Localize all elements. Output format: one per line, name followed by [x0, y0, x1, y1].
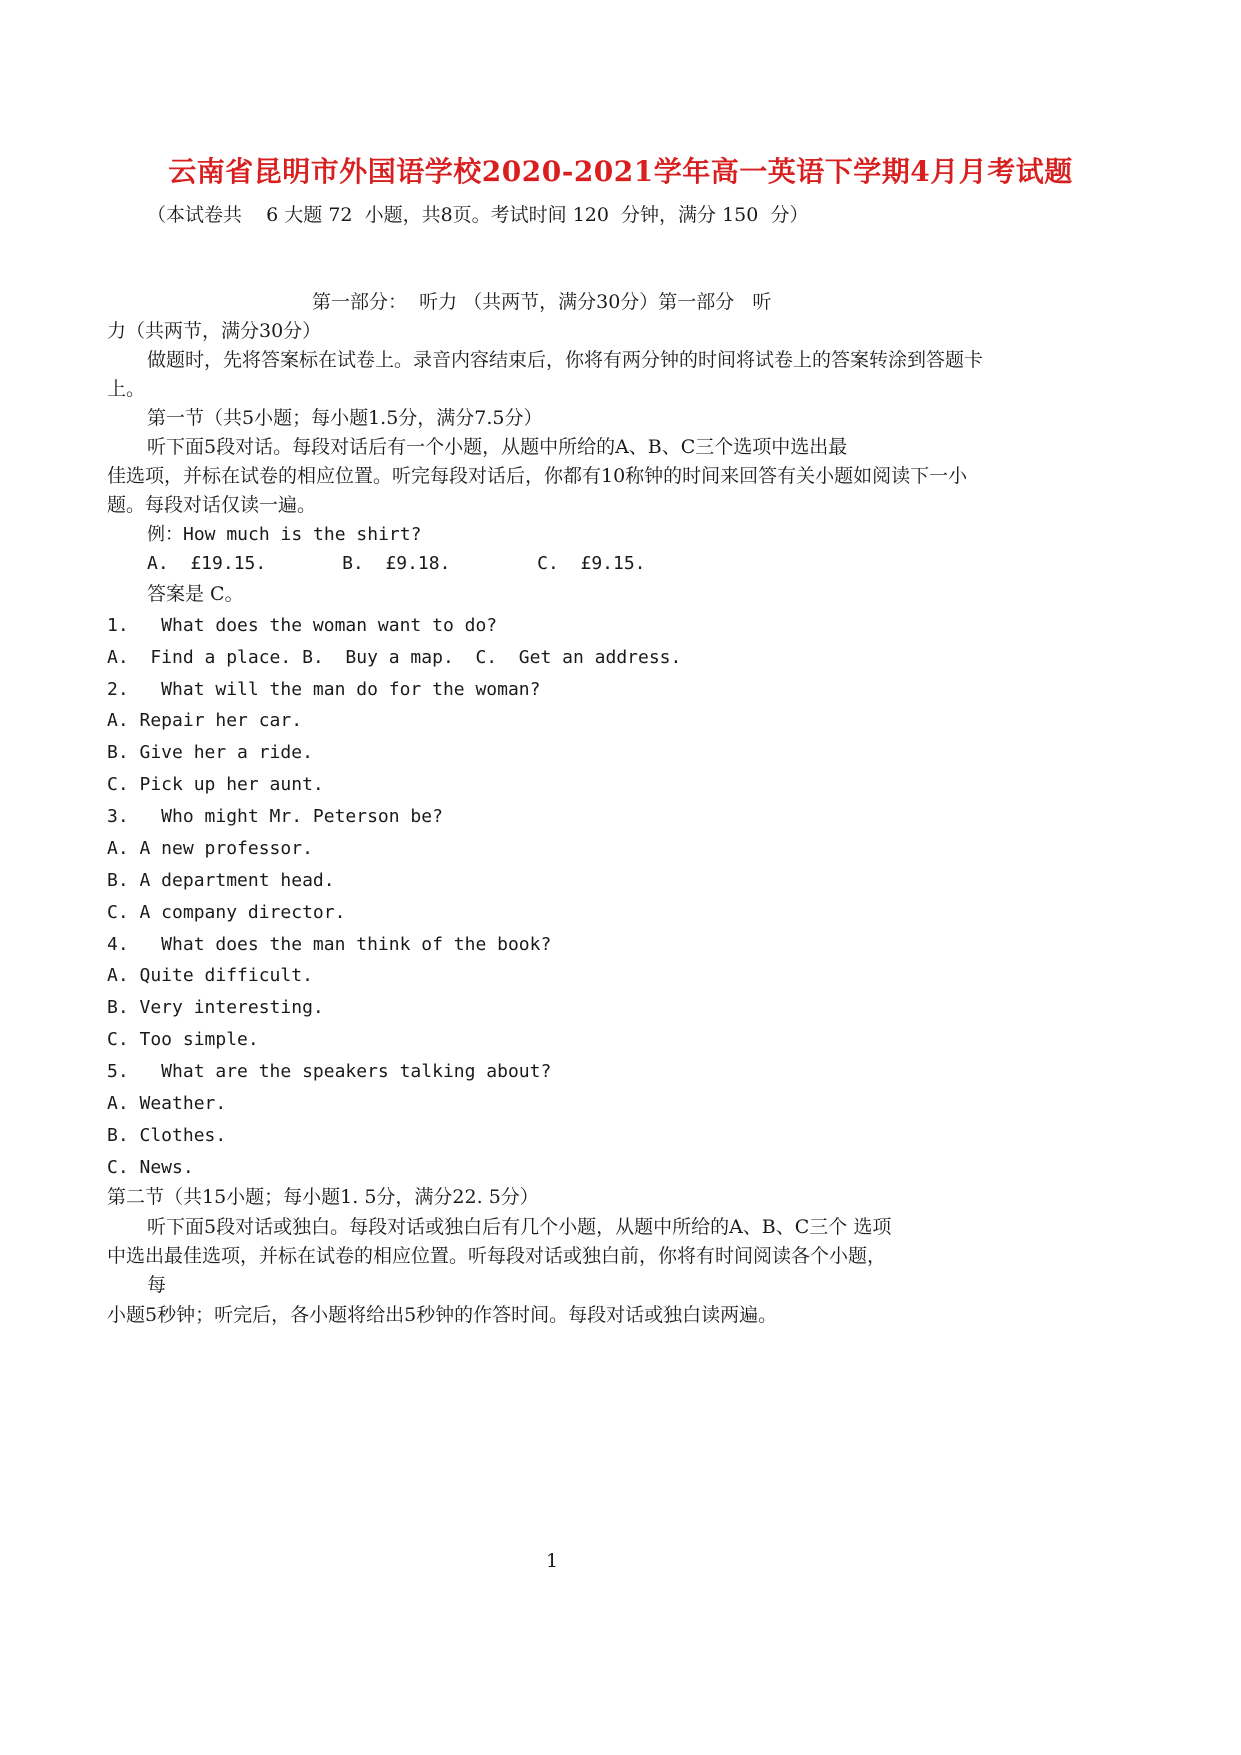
question-5: 5. What are the speakers talking about?: [107, 1061, 552, 1082]
question-1: 1. What does the woman want to do?: [107, 615, 498, 636]
exam-info: （本试卷共 6 大题 72 小题，共8页。考试时间 120 分钟，满分 150 分）: [147, 204, 809, 226]
part1-heading-continued: 力（共两节，满分30分）: [107, 320, 322, 342]
question-4-option-a: A. Quite difficult.: [107, 965, 313, 986]
question-3: 3. Who might Mr. Peterson be?: [107, 806, 443, 827]
section1-heading: 第一节（共5小题；每小题1.5分，满分7.5分）: [147, 407, 543, 429]
section1-instructions: 佳选项，并标在试卷的相应位置。听完每段对话后，你都有10称钟的时间来回答有关小题如阅读下一小: [107, 465, 968, 487]
question-2: 2. What will the man do for the woman?: [107, 679, 541, 700]
document-title: 云南省昆明市外国语学校2020-2021学年高一英语下学期4月月考试题: [168, 155, 1073, 188]
example-answer: 答案是 C。: [147, 583, 244, 605]
question-4: 4. What does the man think of the book?: [107, 934, 552, 955]
question-3-option-c: C. A company director.: [107, 902, 346, 923]
example-options: A. £19.15. B. £9.18. C. £9.15.: [147, 553, 646, 574]
section2-instructions: 中选出最佳选项，并标在试卷的相应位置。听每段对话或独白前，你将有时间阅读各个小题，: [107, 1245, 887, 1267]
instructions-line: 做题时，先将答案标在试卷上。录音内容结束后，你将有两分钟的时间将试卷上的答案转涂到答题卡: [147, 349, 984, 371]
instructions-line: 上。: [107, 378, 146, 400]
question-5-option-c: C. News.: [107, 1157, 194, 1178]
question-4-option-c: C. Too simple.: [107, 1029, 259, 1050]
question-5-option-a: A. Weather.: [107, 1093, 227, 1114]
section2-instructions: 听下面5段对话或独白。每段对话或独白后有几个小题，从题中所给的A、B、C三个 选项: [147, 1216, 892, 1238]
question-3-option-b: B. A department head.: [107, 870, 335, 891]
section1-instructions: 听下面5段对话。每段对话后有一个小题，从题中所给的A、B、C三个选项中选出最: [147, 436, 848, 458]
question-4-option-b: B. Very interesting.: [107, 997, 324, 1018]
question-2-option-c: C. Pick up her aunt.: [107, 774, 324, 795]
page-number: 1: [545, 1550, 559, 1572]
section2-instructions: 小题5秒钟；听完后，各小题将给出5秒钟的作答时间。每段对话或独白读两遍。: [107, 1304, 778, 1326]
example-question: 例：How much is the shirt?: [147, 524, 422, 545]
question-3-option-a: A. A new professor.: [107, 838, 313, 859]
question-2-option-a: A. Repair her car.: [107, 710, 303, 731]
section1-instructions: 题。每段对话仅读一遍。: [107, 494, 317, 516]
question-2-option-b: B. Give her a ride.: [107, 742, 313, 763]
question-1-options: A. Find a place. B. Buy a map. C. Get an address.: [107, 647, 682, 668]
question-5-option-b: B. Clothes.: [107, 1125, 227, 1146]
section2-instructions: 每: [147, 1274, 167, 1296]
part1-heading: 第一部分： 听力 （共两节，满分30分）第一部分 听: [312, 291, 772, 313]
section2-heading: 第二节（共15小题；每小题1. 5分，满分22. 5分）: [107, 1186, 539, 1208]
